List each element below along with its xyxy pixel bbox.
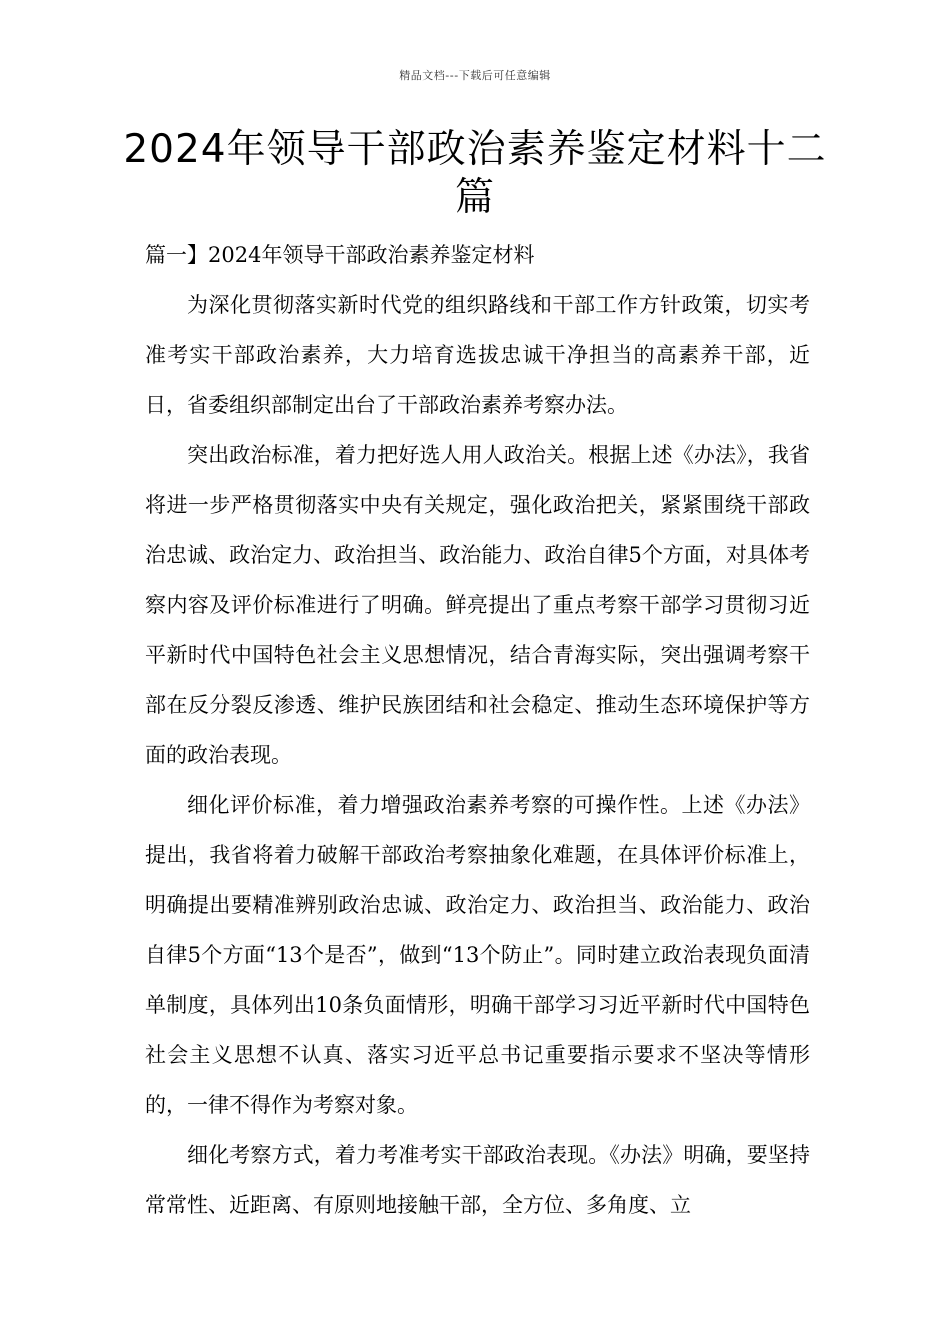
paragraph: 细化考察方式，着力考准考实干部政治表现。《办法》明确，要坚持常常性、近距离、有原则地接触干部，全方位、多角度、立 bbox=[145, 1143, 810, 1217]
paragraph: 细化评价标准，着力增强政治素养考察的可操作性。上述《办法》提出，我省将着力破解干部政治考察抽象化难题，在具体评价标准上，明确提出要精准辨别政治忠诚、政治定力、政治担当、政治能力、政治自律5个方面“13个是否”，做到“13个防止”。同时建立政治表现负面清单制度，具体列出10条负面情形，明确干部学习习近平新时代中国特色社会主义思想不认真、落实习近平总书记重要指示要求不坚决等情形的，一律不得作为考察对象。 bbox=[145, 793, 810, 1117]
section-heading: 篇一】2024年领导干部政治素养鉴定材料 bbox=[145, 243, 535, 267]
paragraph: 突出政治标准，着力把好选人用人政治关。根据上述《办法》，我省将进一步严格贯彻落实中央有关规定，强化政治把关，紧紧围绕干部政治忠诚、政治定力、政治担当、政治能力、政治自律5个方面，对具体考察内容及评价标准进行了明确。鲜亮提出了重点考察干部学习贯彻习近平新时代中国特色社会主义思想情况，结合青海实际，突出强调考察干部在反分裂反渗透、维护民族团结和社会稳定、推动生态环境保护等方面的政治表现。 bbox=[145, 443, 810, 767]
header-note: 精品文档---下载后可任意编辑 bbox=[399, 69, 551, 82]
paragraph: 为深化贯彻落实新时代党的组织路线和干部工作方针政策，切实考准考实干部政治素养，大力培育选拔忠诚干净担当的高素养干部，近日，省委组织部制定出台了干部政治素养考察办法。 bbox=[145, 293, 810, 417]
document-title: 2024年领导干部政治素养鉴定材料十二篇 bbox=[123, 127, 827, 220]
document-body bbox=[145, 230, 810, 1230]
